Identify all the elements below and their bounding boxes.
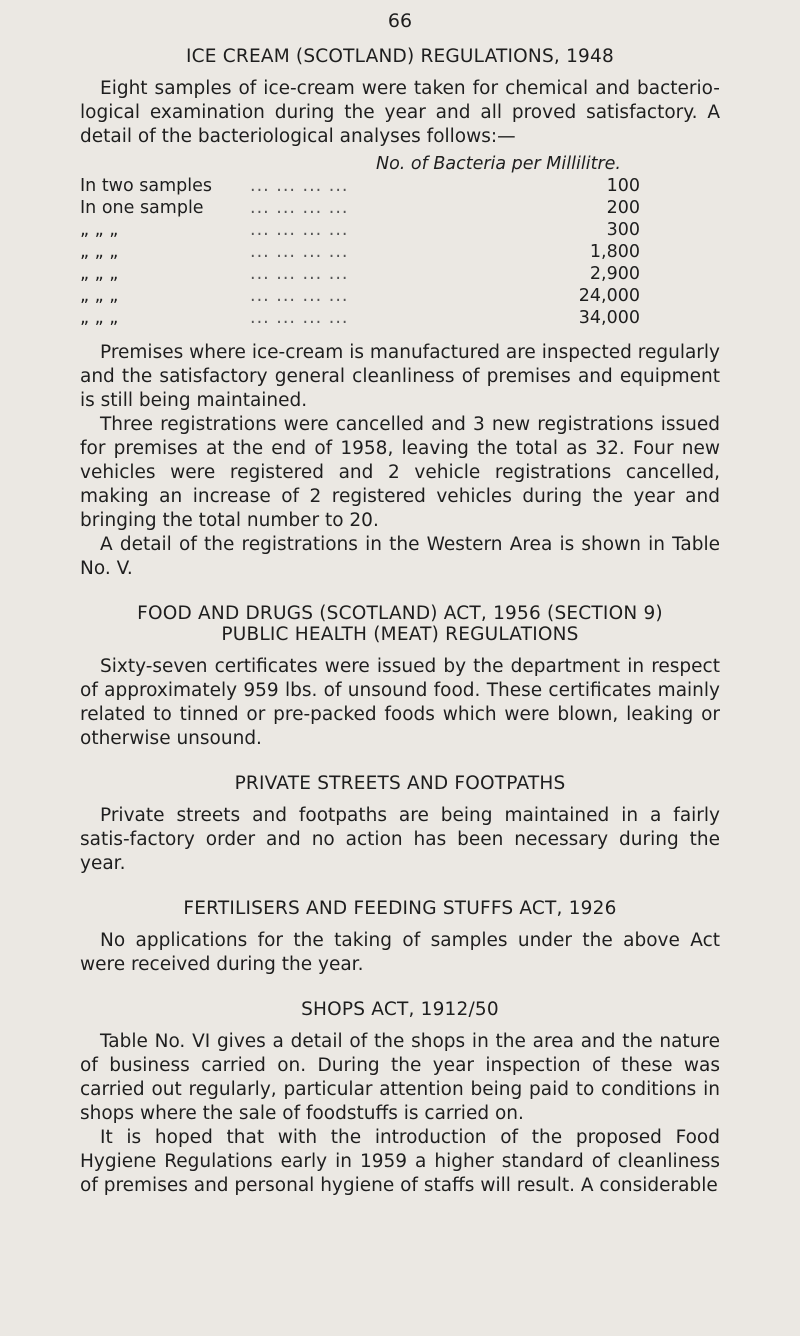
row-label: „ „ „ [80,286,119,306]
row-value: 24,000 [578,286,640,306]
ice-cream-intro: Eight samples of ice-cream were taken for chemical and bacterio-logical examination during the year and all proved satisfactory. A detail of the bacteriological analyses follows:— [80,78,720,147]
private-streets-paragraph: Private streets and footpaths are being maintained in a fairly satis-factory order and no action has been necessary during the year. [80,805,720,874]
row-value: 2,900 [589,264,640,284]
row-value: 300 [606,220,640,240]
table-row [80,285,720,307]
row-label: In two samples [80,176,213,196]
row-value: 1,800 [589,242,640,262]
fertilisers-heading: FERTILISERS AND FEEDING STUFFS ACT, 1926 [183,898,617,919]
table-row [80,307,720,329]
shops-act-paragraph: Table No. VI gives a detail of the shops in the area and the nature of business carried on. During the year inspection of these was carried out regularly, particular attention being paid to conditions in shops where the sale of foodstuffs is carried on. [80,1031,720,1124]
ice-cream-paragraph: Three registrations were cancelled and 3 new registrations issued for premises at the end of 1958, leaving the total as 32. Four new vehicles were registered and 2 vehicle registrations cancelled, making an increase of 2 registered vehicles during the year and bringing the total number to 20. [80,414,720,531]
row-label: „ „ „ [80,308,119,328]
row-leader-dots: ... ... ... ... [250,308,349,328]
meat-regulations-heading: PUBLIC HEALTH (MEAT) REGULATIONS [221,624,579,645]
bacteria-table [80,153,720,329]
table-row [80,175,720,197]
row-leader-dots: ... ... ... ... [250,286,349,306]
table-row [80,197,720,219]
ice-cream-paragraph: Premises where ice-cream is manufactured are inspected regularly and the satisfactory general cleanliness of premises and equipment is still being maintained. [80,342,720,411]
row-label: In one sample [80,198,204,218]
food-drugs-paragraph: Sixty-seven certificates were issued by the department in respect of approximately 959 lbs. of unsound food. These certificates mainly related to tinned or pre-packed foods which were blown, leaking or otherwise unsound. [80,656,720,749]
page-number: 66 [387,10,413,32]
food-drugs-heading: FOOD AND DRUGS (SCOTLAND) ACT, 1956 (SECTION 9) [137,603,663,624]
ice-cream-paragraph: A detail of the registrations in the Western Area is shown in Table No. V. [80,534,720,579]
row-label: „ „ „ [80,220,119,240]
row-label: „ „ „ [80,264,119,284]
row-value: 200 [606,198,640,218]
table-row [80,219,720,241]
fertilisers-paragraph: No applications for the taking of samples under the above Act were received during the year. [80,930,720,975]
private-streets-heading: PRIVATE STREETS AND FOOTPATHS [234,773,566,794]
row-leader-dots: ... ... ... ... [250,176,349,196]
table-row [80,241,720,263]
row-leader-dots: ... ... ... ... [250,264,349,284]
ice-cream-heading: ICE CREAM (SCOTLAND) REGULATIONS, 1948 [186,46,614,67]
page-content [80,46,720,1198]
row-leader-dots: ... ... ... ... [250,198,349,218]
shops-act-heading: SHOPS ACT, 1912/50 [301,999,499,1020]
table-row [80,263,720,285]
row-leader-dots: ... ... ... ... [250,242,349,262]
bacteria-table-header: No. of Bacteria per Millilitre. [376,154,621,174]
row-value: 100 [606,176,640,196]
shops-act-paragraph: It is hoped that with the introduction of the proposed Food Hygiene Regulations early in 1959 a higher standard of cleanliness of premises and personal hygiene of staffs will result. A considerable [80,1127,720,1196]
row-value: 34,000 [578,308,640,328]
row-label: „ „ „ [80,242,119,262]
row-leader-dots: ... ... ... ... [250,220,349,240]
